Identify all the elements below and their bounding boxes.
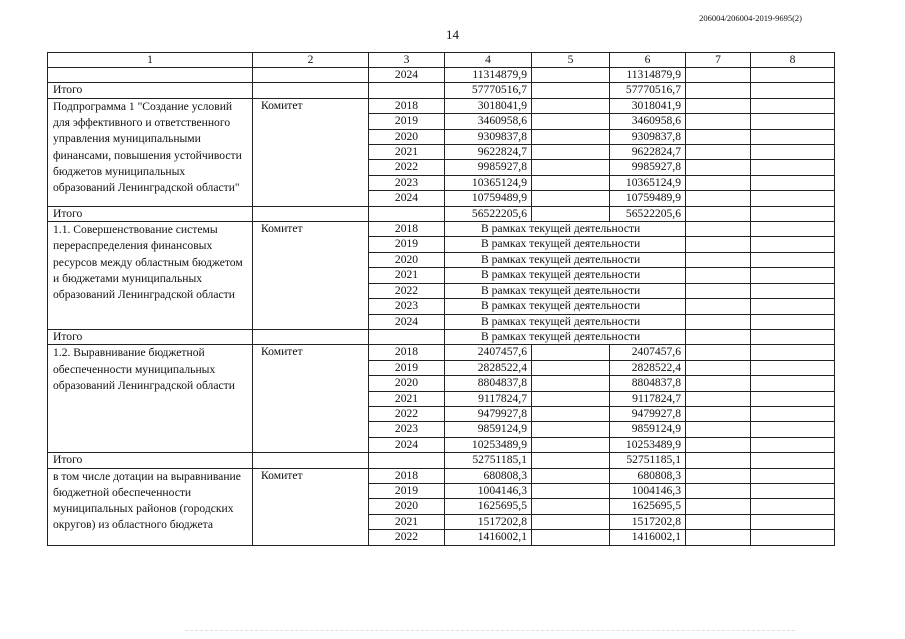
empty-cell bbox=[686, 237, 751, 252]
year-cell: 2022 bbox=[369, 406, 445, 421]
value-cell: 9117824,7 bbox=[445, 391, 532, 406]
empty-cell bbox=[253, 206, 369, 221]
empty-cell bbox=[686, 499, 751, 514]
empty-cell bbox=[686, 329, 751, 344]
value-cell bbox=[532, 83, 610, 98]
empty-cell bbox=[751, 422, 835, 437]
empty-cell bbox=[751, 283, 835, 298]
value-cell: 1625695,5 bbox=[610, 499, 686, 514]
empty-cell bbox=[686, 391, 751, 406]
empty-cell bbox=[686, 206, 751, 221]
value-cell: 3460958,6 bbox=[445, 114, 532, 129]
value-cell: 1416002,1 bbox=[445, 530, 532, 545]
value-cell bbox=[532, 129, 610, 144]
year-cell: 2018 bbox=[369, 468, 445, 483]
value-cell: 9985927,8 bbox=[610, 160, 686, 175]
value-cell: 1517202,8 bbox=[610, 514, 686, 529]
value-cell bbox=[532, 114, 610, 129]
value-cell: 10253489,9 bbox=[610, 437, 686, 452]
empty-cell bbox=[751, 376, 835, 391]
value-cell bbox=[532, 437, 610, 452]
value-cell: 9859124,9 bbox=[610, 422, 686, 437]
span-text-cell: В рамках текущей деятельности bbox=[445, 329, 686, 344]
document-id: 206004/206004-2019-9695(2) bbox=[699, 13, 802, 23]
value-cell bbox=[532, 499, 610, 514]
empty-cell bbox=[751, 98, 835, 113]
value-cell bbox=[532, 468, 610, 483]
empty-cell bbox=[751, 237, 835, 252]
value-cell: 56522205,6 bbox=[610, 206, 686, 221]
empty-cell bbox=[751, 437, 835, 452]
value-cell bbox=[532, 68, 610, 83]
value-cell: 2828522,4 bbox=[445, 360, 532, 375]
span-text-cell: В рамках текущей деятельности bbox=[445, 283, 686, 298]
year-cell: 2021 bbox=[369, 391, 445, 406]
value-cell bbox=[532, 191, 610, 206]
empty-cell bbox=[686, 530, 751, 545]
empty-cell bbox=[686, 222, 751, 237]
value-cell: 9309837,8 bbox=[610, 129, 686, 144]
value-cell: 57770516,7 bbox=[610, 83, 686, 98]
year-cell: 2018 bbox=[369, 345, 445, 360]
value-cell: 9309837,8 bbox=[445, 129, 532, 144]
page-number: 14 bbox=[446, 27, 459, 42]
empty-cell bbox=[686, 114, 751, 129]
year-cell: 2022 bbox=[369, 530, 445, 545]
empty-cell bbox=[751, 453, 835, 468]
value-cell bbox=[532, 422, 610, 437]
empty-cell bbox=[751, 314, 835, 329]
value-cell: 8804837,8 bbox=[610, 376, 686, 391]
year-cell: 2020 bbox=[369, 499, 445, 514]
header-cell: 5 bbox=[532, 53, 610, 68]
value-cell: 1004146,3 bbox=[445, 483, 532, 498]
executor-cell bbox=[253, 68, 369, 83]
year-cell: 2020 bbox=[369, 129, 445, 144]
value-cell: 9859124,9 bbox=[445, 422, 532, 437]
empty-cell bbox=[686, 252, 751, 267]
year-cell: 2022 bbox=[369, 160, 445, 175]
executor-cell: Комитет bbox=[253, 468, 369, 545]
empty-cell bbox=[369, 329, 445, 344]
year-cell: 2018 bbox=[369, 222, 445, 237]
span-text-cell: В рамках текущей деятельности bbox=[445, 252, 686, 267]
value-cell bbox=[532, 453, 610, 468]
value-cell bbox=[532, 145, 610, 160]
empty-cell bbox=[751, 360, 835, 375]
year-cell: 2018 bbox=[369, 98, 445, 113]
empty-cell bbox=[751, 483, 835, 498]
value-cell: 10759489,9 bbox=[610, 191, 686, 206]
empty-cell bbox=[686, 83, 751, 98]
scan-artifact-line bbox=[185, 630, 795, 631]
value-cell: 1517202,8 bbox=[445, 514, 532, 529]
value-cell: 11314879,9 bbox=[445, 68, 532, 83]
executor-cell: Комитет bbox=[253, 222, 369, 330]
span-text-cell: В рамках текущей деятельности bbox=[445, 237, 686, 252]
value-cell: 3018041,9 bbox=[445, 98, 532, 113]
year-cell: 2023 bbox=[369, 422, 445, 437]
total-label-cell: Итого bbox=[48, 453, 253, 468]
table-row bbox=[48, 468, 835, 483]
year-cell: 2024 bbox=[369, 437, 445, 452]
year-cell: 2023 bbox=[369, 299, 445, 314]
value-cell: 10365124,9 bbox=[610, 175, 686, 190]
empty-cell bbox=[751, 83, 835, 98]
value-cell bbox=[532, 376, 610, 391]
total-row bbox=[48, 453, 835, 468]
empty-cell bbox=[686, 314, 751, 329]
header-cell: 6 bbox=[610, 53, 686, 68]
header-cell: 7 bbox=[686, 53, 751, 68]
empty-cell bbox=[751, 499, 835, 514]
empty-cell bbox=[686, 129, 751, 144]
header-row bbox=[48, 53, 835, 68]
total-row bbox=[48, 83, 835, 98]
header-cell: 8 bbox=[751, 53, 835, 68]
value-cell: 52751185,1 bbox=[610, 453, 686, 468]
empty-cell bbox=[686, 268, 751, 283]
value-cell bbox=[532, 98, 610, 113]
executor-cell: Комитет bbox=[253, 98, 369, 206]
empty-cell bbox=[751, 329, 835, 344]
total-row bbox=[48, 206, 835, 221]
empty-cell bbox=[686, 406, 751, 421]
empty-cell bbox=[686, 422, 751, 437]
year-cell: 2020 bbox=[369, 376, 445, 391]
value-cell: 9479927,8 bbox=[445, 406, 532, 421]
empty-cell bbox=[751, 114, 835, 129]
value-cell: 56522205,6 bbox=[445, 206, 532, 221]
empty-cell bbox=[253, 83, 369, 98]
value-cell: 9985927,8 bbox=[445, 160, 532, 175]
value-cell: 3460958,6 bbox=[610, 114, 686, 129]
total-label-cell: Итого bbox=[48, 206, 253, 221]
empty-cell bbox=[751, 514, 835, 529]
empty-cell bbox=[751, 145, 835, 160]
budget-table bbox=[47, 52, 835, 546]
empty-cell bbox=[751, 206, 835, 221]
row-name-cell: 1.2. Выравнивание бюджетной обеспеченности муниципальных образований Ленинградской области bbox=[48, 345, 253, 453]
value-cell: 680808,3 bbox=[610, 468, 686, 483]
table-row bbox=[48, 68, 835, 83]
empty-cell bbox=[751, 299, 835, 314]
value-cell bbox=[532, 206, 610, 221]
empty-cell bbox=[751, 391, 835, 406]
year-cell: 2021 bbox=[369, 514, 445, 529]
total-label-cell: Итого bbox=[48, 83, 253, 98]
value-cell bbox=[532, 406, 610, 421]
value-cell bbox=[532, 175, 610, 190]
empty-cell bbox=[686, 468, 751, 483]
row-name-cell: Подпрограмма 1 "Создание условий для эффективного и ответственного управления муниципальными финансами, повышения устойчивости бюджетов муниципальных образований Ленинградской области" bbox=[48, 98, 253, 206]
value-cell: 2828522,4 bbox=[610, 360, 686, 375]
empty-cell bbox=[751, 345, 835, 360]
value-cell: 52751185,1 bbox=[445, 453, 532, 468]
row-name-cell: в том числе дотации на выравнивание бюджетной обеспеченности муниципальных районов (городских округов) из областного бюджета bbox=[48, 468, 253, 545]
span-text-cell: В рамках текущей деятельности bbox=[445, 268, 686, 283]
empty-cell bbox=[253, 329, 369, 344]
header-cell: 3 bbox=[369, 53, 445, 68]
year-cell: 2022 bbox=[369, 283, 445, 298]
value-cell: 9117824,7 bbox=[610, 391, 686, 406]
value-cell bbox=[532, 530, 610, 545]
value-cell: 2407457,6 bbox=[445, 345, 532, 360]
value-cell: 11314879,9 bbox=[610, 68, 686, 83]
empty-cell bbox=[686, 376, 751, 391]
year-cell: 2024 bbox=[369, 68, 445, 83]
year-cell: 2019 bbox=[369, 483, 445, 498]
table-row bbox=[48, 98, 835, 113]
year-cell: 2020 bbox=[369, 252, 445, 267]
value-cell: 680808,3 bbox=[445, 468, 532, 483]
header-cell: 1 bbox=[48, 53, 253, 68]
empty-cell bbox=[253, 453, 369, 468]
value-cell bbox=[532, 160, 610, 175]
value-cell: 1625695,5 bbox=[445, 499, 532, 514]
span-text-cell: В рамках текущей деятельности bbox=[445, 222, 686, 237]
table-row bbox=[48, 222, 835, 237]
value-cell: 10253489,9 bbox=[445, 437, 532, 452]
empty-cell bbox=[686, 345, 751, 360]
value-cell bbox=[532, 391, 610, 406]
value-cell bbox=[532, 360, 610, 375]
value-cell: 57770516,7 bbox=[445, 83, 532, 98]
empty-cell bbox=[369, 206, 445, 221]
empty-cell bbox=[686, 68, 751, 83]
span-text-cell: В рамках текущей деятельности bbox=[445, 299, 686, 314]
year-cell: 2021 bbox=[369, 145, 445, 160]
year-cell: 2024 bbox=[369, 314, 445, 329]
year-cell: 2023 bbox=[369, 175, 445, 190]
value-cell: 1416002,1 bbox=[610, 530, 686, 545]
value-cell: 9622824,7 bbox=[445, 145, 532, 160]
empty-cell bbox=[751, 268, 835, 283]
empty-cell bbox=[686, 299, 751, 314]
row-name-cell bbox=[48, 68, 253, 83]
row-name-cell: 1.1. Совершенствование системы перераспределения финансовых ресурсов между областным бюджетом и бюджетами муниципальных образований Ленинградской области bbox=[48, 222, 253, 330]
empty-cell bbox=[751, 252, 835, 267]
value-cell bbox=[532, 483, 610, 498]
year-cell: 2021 bbox=[369, 268, 445, 283]
empty-cell bbox=[686, 175, 751, 190]
span-text-cell: В рамках текущей деятельности bbox=[445, 314, 686, 329]
empty-cell bbox=[686, 453, 751, 468]
empty-cell bbox=[686, 360, 751, 375]
empty-cell bbox=[751, 468, 835, 483]
value-cell bbox=[532, 514, 610, 529]
value-cell: 10759489,9 bbox=[445, 191, 532, 206]
total-row bbox=[48, 329, 835, 344]
empty-cell bbox=[751, 222, 835, 237]
header-cell: 4 bbox=[445, 53, 532, 68]
table-row bbox=[48, 345, 835, 360]
value-cell: 10365124,9 bbox=[445, 175, 532, 190]
value-cell: 9479927,8 bbox=[610, 406, 686, 421]
empty-cell bbox=[686, 160, 751, 175]
empty-cell bbox=[751, 160, 835, 175]
total-label-cell: Итого bbox=[48, 329, 253, 344]
value-cell bbox=[532, 345, 610, 360]
value-cell: 1004146,3 bbox=[610, 483, 686, 498]
value-cell: 2407457,6 bbox=[610, 345, 686, 360]
empty-cell bbox=[751, 129, 835, 144]
year-cell: 2019 bbox=[369, 114, 445, 129]
year-cell: 2019 bbox=[369, 237, 445, 252]
empty-cell bbox=[751, 530, 835, 545]
empty-cell bbox=[686, 437, 751, 452]
empty-cell bbox=[751, 191, 835, 206]
header-cell: 2 bbox=[253, 53, 369, 68]
value-cell: 8804837,8 bbox=[445, 376, 532, 391]
year-cell: 2024 bbox=[369, 191, 445, 206]
empty-cell bbox=[686, 514, 751, 529]
empty-cell bbox=[686, 98, 751, 113]
empty-cell bbox=[686, 283, 751, 298]
value-cell: 3018041,9 bbox=[610, 98, 686, 113]
empty-cell bbox=[751, 68, 835, 83]
empty-cell bbox=[686, 191, 751, 206]
year-cell: 2019 bbox=[369, 360, 445, 375]
empty-cell bbox=[751, 406, 835, 421]
empty-cell bbox=[686, 483, 751, 498]
empty-cell bbox=[686, 145, 751, 160]
empty-cell bbox=[369, 453, 445, 468]
empty-cell bbox=[369, 83, 445, 98]
empty-cell bbox=[751, 175, 835, 190]
value-cell: 9622824,7 bbox=[610, 145, 686, 160]
executor-cell: Комитет bbox=[253, 345, 369, 453]
